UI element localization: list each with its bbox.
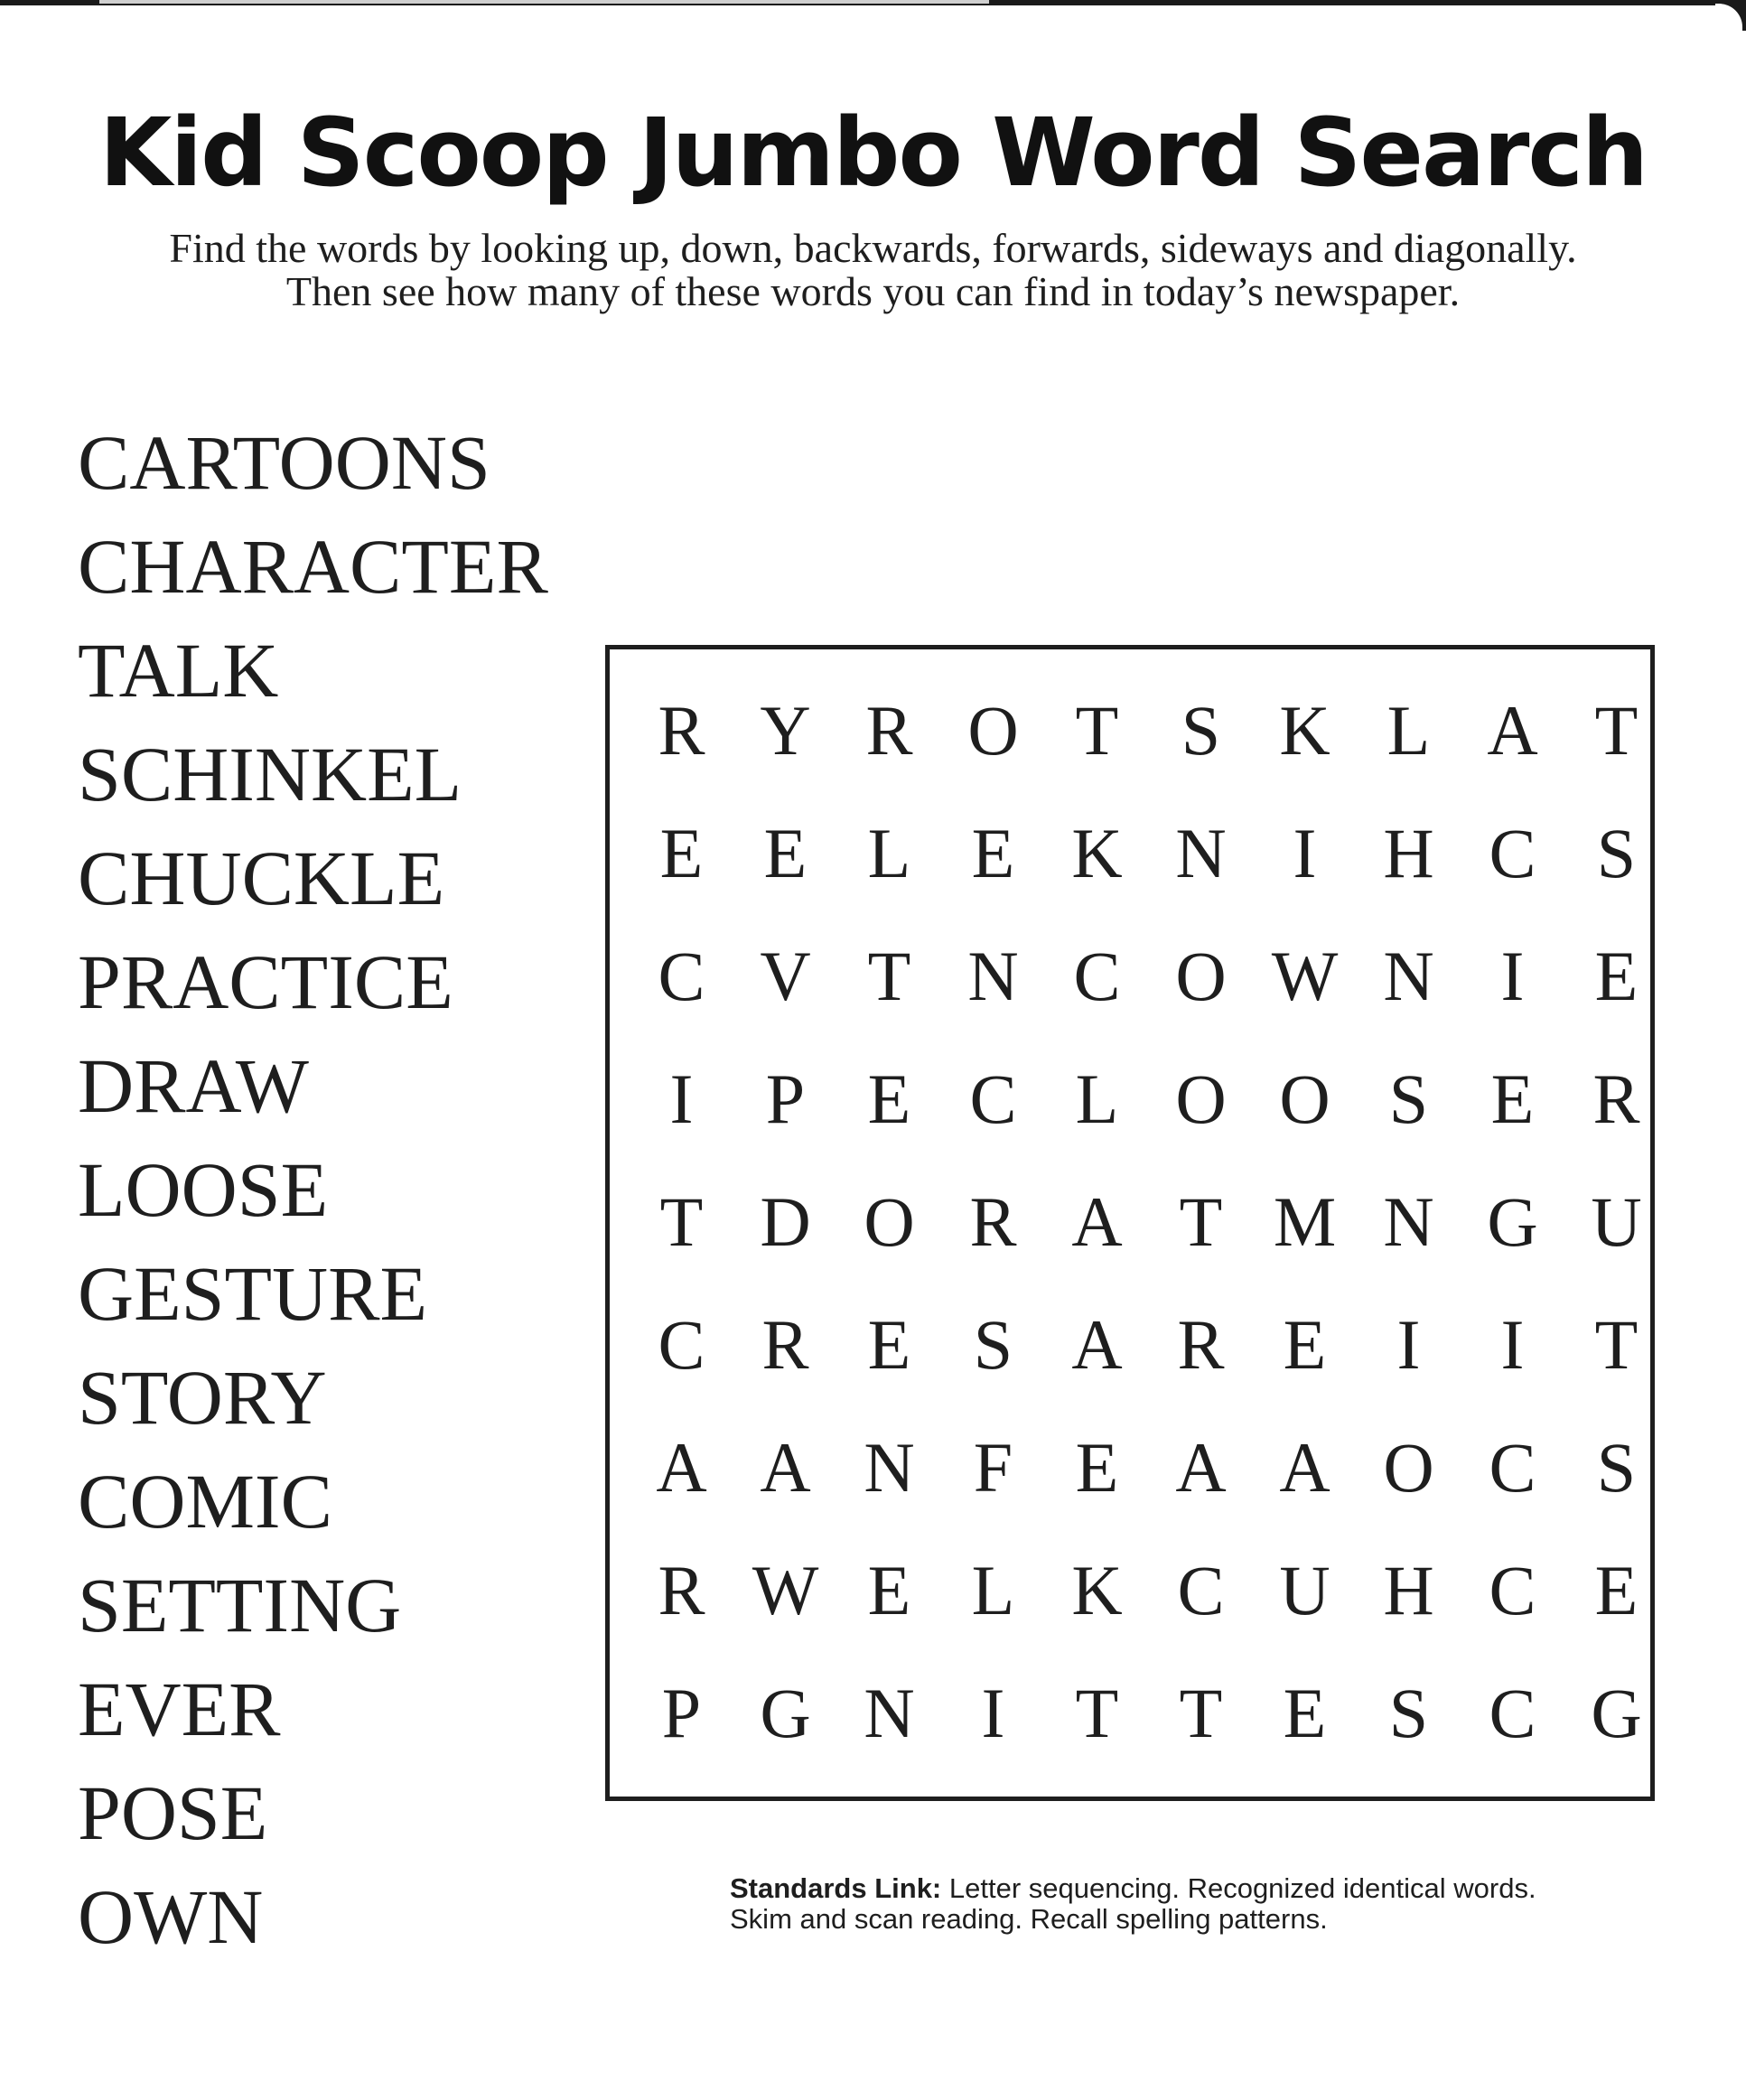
- grid-letter: E: [763, 814, 808, 892]
- grid-letter: E: [867, 1305, 911, 1384]
- grid-letter: K: [1279, 691, 1331, 770]
- grid-letter: I: [1500, 937, 1525, 1015]
- grid-letter: N: [864, 1674, 915, 1752]
- grid-letter: A: [1175, 1428, 1227, 1507]
- word-list-item: CHUCKLE: [78, 835, 445, 921]
- grid-letter: E: [971, 814, 1015, 892]
- grid-letter: O: [1383, 1428, 1434, 1507]
- word-list-item: PRACTICE: [78, 938, 453, 1025]
- grid-letter: D: [760, 1182, 811, 1261]
- instructions-line-2: Then see how many of these words you can find in today’s newspaper.: [285, 268, 1461, 314]
- grid-letter: E: [1283, 1305, 1327, 1384]
- grid-letter: G: [1487, 1182, 1538, 1261]
- grid-letter: C: [969, 1059, 1017, 1138]
- grid-letter: W: [752, 1551, 819, 1629]
- grid-letter: E: [1490, 1059, 1535, 1138]
- standards-text-2: Skim and scan reading. Recall spelling patterns.: [730, 1903, 1328, 1935]
- grid-letter: T: [1179, 1674, 1223, 1752]
- grid-letter: C: [658, 1305, 705, 1384]
- grid-letter: N: [1383, 937, 1434, 1015]
- grid-letter: N: [1175, 814, 1227, 892]
- grid-letter: N: [1383, 1182, 1434, 1261]
- grid-letter: G: [760, 1674, 811, 1752]
- grid-letter: E: [1075, 1428, 1119, 1507]
- grid-letter: A: [760, 1428, 811, 1507]
- grid-letter: A: [1071, 1182, 1123, 1261]
- grid-letter: P: [765, 1059, 806, 1138]
- word-list: [78, 411, 548, 1969]
- grid-letter: U: [1279, 1551, 1331, 1629]
- grid-letter: C: [1489, 1428, 1536, 1507]
- grid-letter: P: [661, 1674, 702, 1752]
- standards-text-1: Letter sequencing. Recognized identical words.: [948, 1872, 1536, 1904]
- puzzle-grid-frame: [605, 645, 1655, 1801]
- grid-letter: R: [658, 691, 705, 770]
- grid-letter: E: [1283, 1674, 1327, 1752]
- grid-letter: O: [864, 1182, 915, 1261]
- grid-letter: C: [658, 937, 705, 1015]
- grid-letter: R: [658, 1551, 705, 1629]
- grid-letter: I: [1293, 814, 1317, 892]
- word-list-item: CARTOONS: [78, 419, 490, 506]
- grid-letter: T: [1075, 691, 1119, 770]
- grid-letter: I: [1396, 1305, 1421, 1384]
- grid-letter: E: [867, 1551, 911, 1629]
- word-list-item: EVER: [78, 1666, 281, 1752]
- grid-letter: S: [1388, 1674, 1429, 1752]
- grid-letter: I: [981, 1674, 1005, 1752]
- grid-letter: T: [1594, 691, 1639, 770]
- grid-letter: O: [967, 691, 1019, 770]
- grid-letter: C: [1489, 1551, 1536, 1629]
- grid-letter: S: [1596, 1428, 1637, 1507]
- grid-letter: L: [1075, 1059, 1119, 1138]
- grid-letter: T: [1594, 1305, 1639, 1384]
- word-list-item: TALK: [78, 627, 279, 714]
- word-list-item: CHARACTER: [78, 523, 548, 610]
- grid-letter: R: [761, 1305, 809, 1384]
- grid-letter: E: [1594, 937, 1639, 1015]
- grid-letter: T: [1075, 1674, 1119, 1752]
- page-corner: [1715, 0, 1746, 31]
- grid-letter: U: [1591, 1182, 1642, 1261]
- grid-letter: T: [867, 937, 911, 1015]
- grid-letter: S: [1388, 1059, 1429, 1138]
- grid-letter: O: [1175, 937, 1227, 1015]
- grid-letter: S: [1181, 691, 1221, 770]
- grid-letter: W: [1271, 937, 1339, 1015]
- grid-letter: G: [1591, 1674, 1642, 1752]
- word-list-item: OWN: [78, 1873, 264, 1960]
- grid-letter: A: [656, 1428, 707, 1507]
- grid-letter: N: [864, 1428, 915, 1507]
- grid-letter: S: [1596, 814, 1637, 892]
- instructions-line-1: Find the words by looking up, down, backwards, forwards, sideways and diagonally.: [169, 225, 1577, 271]
- grid-letter: Y: [760, 691, 811, 770]
- word-list-item: COMIC: [78, 1458, 332, 1545]
- top-border-highlight: [99, 0, 989, 4]
- standards-link: [730, 1873, 1536, 1935]
- grid-letter: E: [659, 814, 704, 892]
- word-list-item: SCHINKEL: [78, 731, 462, 817]
- word-list-item: LOOSE: [78, 1146, 329, 1233]
- word-list-item: SETTING: [78, 1562, 402, 1648]
- standards-label: Standards Link:: [730, 1872, 942, 1904]
- grid-letter: R: [865, 691, 913, 770]
- word-list-item: GESTURE: [78, 1250, 427, 1337]
- grid-letter: T: [659, 1182, 704, 1261]
- grid-letter: C: [1489, 814, 1536, 892]
- grid-letter: A: [1071, 1305, 1123, 1384]
- grid-letter: T: [1179, 1182, 1223, 1261]
- grid-letter: R: [969, 1182, 1017, 1261]
- page-title: Kid Scoop Jumbo Word Search: [98, 98, 1648, 208]
- standards-line-1: [730, 1873, 1536, 1904]
- grid-letter: E: [1594, 1551, 1639, 1629]
- word-list-item: POSE: [78, 1769, 268, 1856]
- grid-letter: O: [1175, 1059, 1227, 1138]
- grid-letter: R: [1592, 1059, 1640, 1138]
- grid-letter: I: [669, 1059, 694, 1138]
- word-list-item: STORY: [78, 1354, 327, 1441]
- grid-letter: L: [971, 1551, 1015, 1629]
- grid-letter: K: [1071, 1551, 1123, 1629]
- grid-letter: C: [1073, 937, 1121, 1015]
- grid-letter: E: [867, 1059, 911, 1138]
- grid-letter: F: [973, 1428, 1013, 1507]
- grid-letter: R: [1177, 1305, 1225, 1384]
- grid-letter: H: [1383, 1551, 1434, 1629]
- grid-letter: A: [1487, 691, 1538, 770]
- grid-letter: S: [973, 1305, 1013, 1384]
- grid-letter: A: [1279, 1428, 1331, 1507]
- grid-letter: H: [1383, 814, 1434, 892]
- grid-letter: N: [967, 937, 1019, 1015]
- grid-letter: V: [760, 937, 811, 1015]
- grid-letter: L: [1387, 691, 1431, 770]
- word-list-item: DRAW: [78, 1042, 309, 1129]
- grid-letter: O: [1279, 1059, 1331, 1138]
- grid-letter: K: [1071, 814, 1123, 892]
- grid-letter: C: [1489, 1674, 1536, 1752]
- grid-letter: C: [1177, 1551, 1225, 1629]
- grid-letter: L: [867, 814, 911, 892]
- letter-grid: [630, 669, 1642, 1775]
- grid-letter: I: [1500, 1305, 1525, 1384]
- grid-letter: M: [1273, 1182, 1337, 1261]
